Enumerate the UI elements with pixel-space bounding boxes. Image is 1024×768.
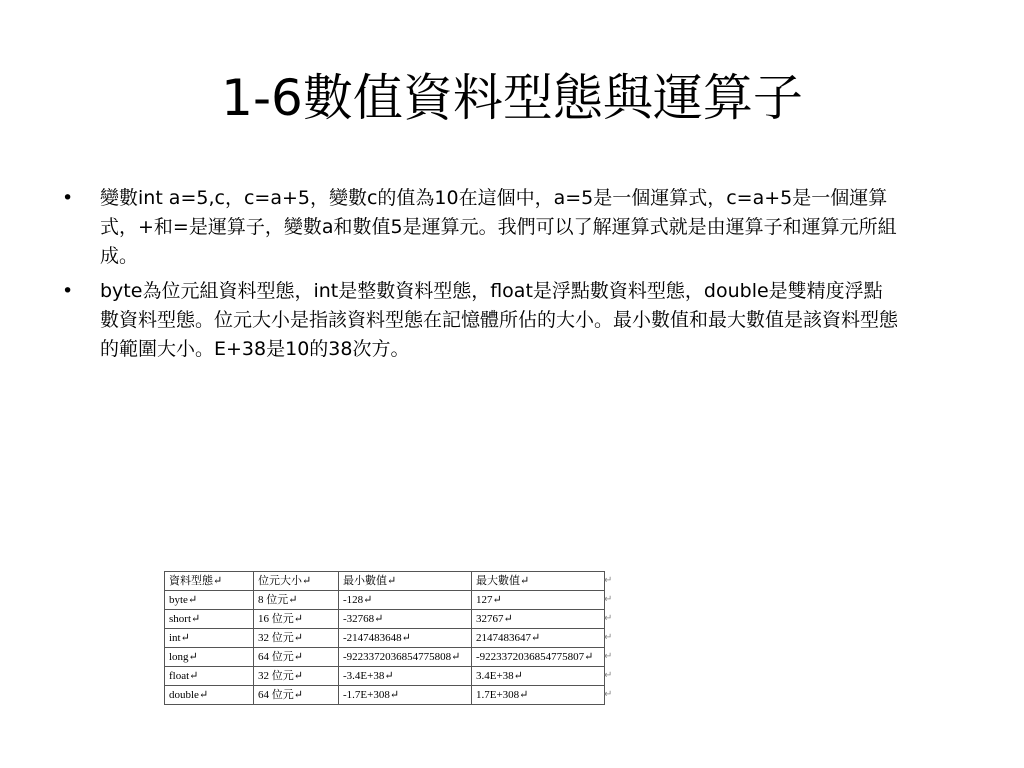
table-cell: 1.7E+308↵ <box>472 686 605 705</box>
table-header-row <box>165 572 605 591</box>
table-cell: int↵ <box>165 629 254 648</box>
table-cell: 64 位元↵ <box>254 686 339 705</box>
table-cell: float↵ <box>165 667 254 686</box>
row-end-mark: ↵ <box>604 689 613 700</box>
table-cell: long↵ <box>165 648 254 667</box>
table-cell: -32768↵ <box>339 610 472 629</box>
table-cell: double↵ <box>165 686 254 705</box>
table-cell: 32 位元↵ <box>254 667 339 686</box>
table-cell: -3.4E+38↵ <box>339 667 472 686</box>
table-cell: byte↵ <box>165 591 254 610</box>
row-end-mark: ↵ <box>604 670 613 681</box>
data-type-table <box>164 571 605 705</box>
bullet-item <box>60 184 900 271</box>
row-end-mark: ↵ <box>604 632 613 643</box>
table-cell: 32 位元↵ <box>254 629 339 648</box>
bullet-item <box>60 277 900 364</box>
header-cell: 最大數值↵ <box>472 572 605 591</box>
table-row <box>165 591 605 610</box>
table-cell: 2147483647↵ <box>472 629 605 648</box>
header-cell: 最小數值↵ <box>339 572 472 591</box>
table-row <box>165 610 605 629</box>
table-cell: 32767↵ <box>472 610 605 629</box>
bullet-marker: • <box>62 187 74 209</box>
table-row <box>165 648 605 667</box>
row-end-mark: ↵ <box>604 575 613 586</box>
data-type-table-container <box>164 571 605 705</box>
bullet-marker: • <box>62 280 74 302</box>
row-end-mark: ↵ <box>604 594 613 605</box>
table-cell: 16 位元↵ <box>254 610 339 629</box>
bullet-list <box>60 184 900 370</box>
table-cell: -2147483648↵ <box>339 629 472 648</box>
table-cell: -9223372036854775808↵ <box>339 648 472 667</box>
slide-title: 1-6數值資料型態與運算子 <box>221 69 803 127</box>
table-cell: 127↵ <box>472 591 605 610</box>
row-end-mark: ↵ <box>604 651 613 662</box>
table-cell: 64 位元↵ <box>254 648 339 667</box>
header-cell: 位元大小↵ <box>254 572 339 591</box>
table-row <box>165 629 605 648</box>
table-cell: 3.4E+38↵ <box>472 667 605 686</box>
row-end-mark: ↵ <box>604 613 613 624</box>
table-cell: 8 位元↵ <box>254 591 339 610</box>
table-cell: -9223372036854775807↵ <box>472 648 605 667</box>
header-cell: 資料型態↵ <box>165 572 254 591</box>
table-row <box>165 686 605 705</box>
table-cell: -1.7E+308↵ <box>339 686 472 705</box>
bullet-text: 變數int a=5,c，c=a+5，變數c的值為10在這個中，a=5是一個運算式，c=a+5是一個運算式，+和=是運算子，變數a和數值5是運算元。我們可以了解運算式就是由運算子和運算元所組成。 <box>100 187 897 267</box>
table-row <box>165 667 605 686</box>
table-cell: short↵ <box>165 610 254 629</box>
bullet-text: byte為位元組資料型態，int是整數資料型態，float是浮點數資料型態，double是雙精度浮點數資料型態。位元大小是指該資料型態在記憶體所佔的大小。最小數值和最大數值是該資料型態的範圍大小。E+38是10的38次方。 <box>100 280 899 360</box>
table-cell: -128↵ <box>339 591 472 610</box>
